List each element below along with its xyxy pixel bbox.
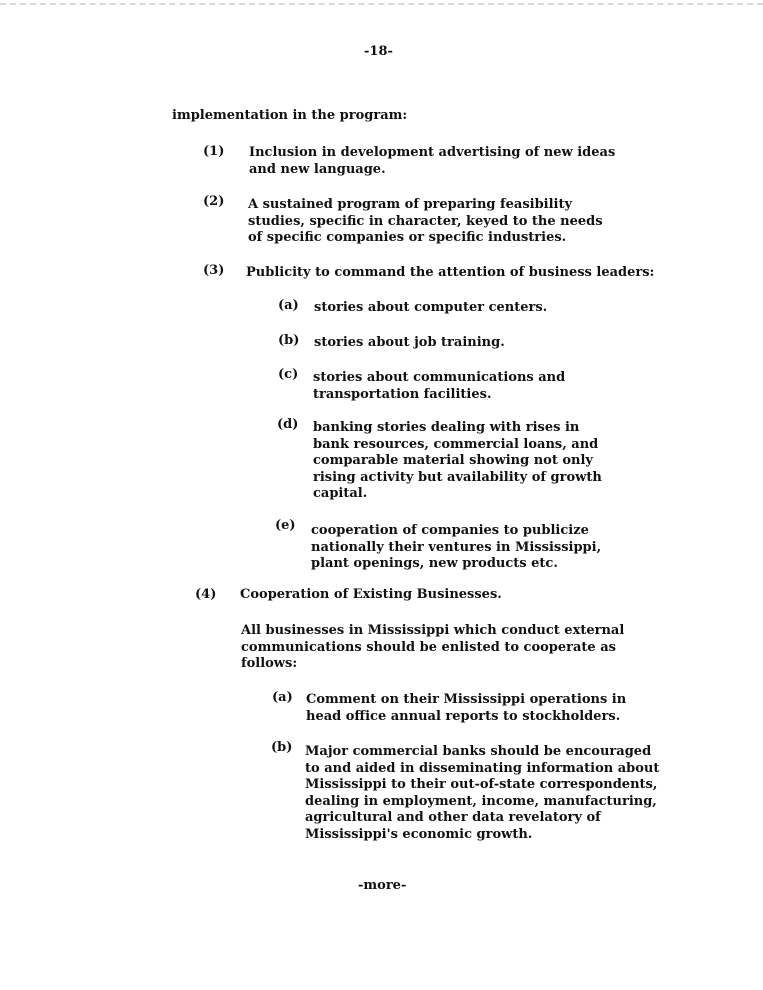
item-3-number: (3) (203, 263, 225, 278)
item-3d-text: banking stories dealing with rises in bank resources, commercial loans, and comparable material showing not only rising activity but availability of growth capital. (313, 420, 602, 501)
item-1-text: Inclusion in development advertising of new ideas and new language. (249, 145, 616, 177)
item-3b-text: stories about job training. (314, 335, 505, 350)
scan-top-border (0, 3, 763, 5)
item-2-number: (2) (203, 194, 225, 209)
item-3e-number: (e) (275, 518, 296, 533)
item-4b-text: Major commercial banks should be encouraged to and aided in disseminating information about Mississippi to their out-of-state correspondents, dealing in employment, income, manufacturing, agricultural and other data revelatory of Mississippi's economic growth. (305, 744, 660, 842)
item-2-text: A sustained program of preparing feasibility studies, specific in character, keyed to the needs of specific companies or specific industries. (248, 197, 603, 245)
item-4-number: (4) (195, 587, 217, 602)
page-number: -18- (364, 44, 393, 59)
item-3-text: Publicity to command the attention of business leaders: (246, 265, 655, 280)
item-3a-number: (a) (278, 298, 299, 313)
item-4b-number: (b) (271, 740, 293, 755)
item-4a-text: Comment on their Mississippi operations in head office annual reports to stockholders. (306, 692, 627, 724)
item-4-text: Cooperation of Existing Businesses. (240, 587, 502, 602)
item-3e-text: cooperation of companies to publicize nationally their ventures in Mississippi, plant openings, new products etc. (311, 523, 602, 571)
item-3a-text: stories about computer centers. (314, 300, 548, 315)
item-3c-text: stories about communications and transportation facilities. (313, 370, 566, 402)
intro-line: implementation in the program: (172, 108, 408, 123)
item-3b-number: (b) (278, 333, 300, 348)
item-4a-number: (a) (272, 690, 293, 705)
item-1-number: (1) (203, 144, 225, 159)
item-3c-number: (c) (278, 367, 299, 382)
item-3d-number: (d) (277, 417, 299, 432)
item-4-paragraph: All businesses in Mississippi which conduct external communications should be enlisted to cooperate as follows: (241, 623, 625, 671)
footer-more: -more- (358, 878, 407, 893)
